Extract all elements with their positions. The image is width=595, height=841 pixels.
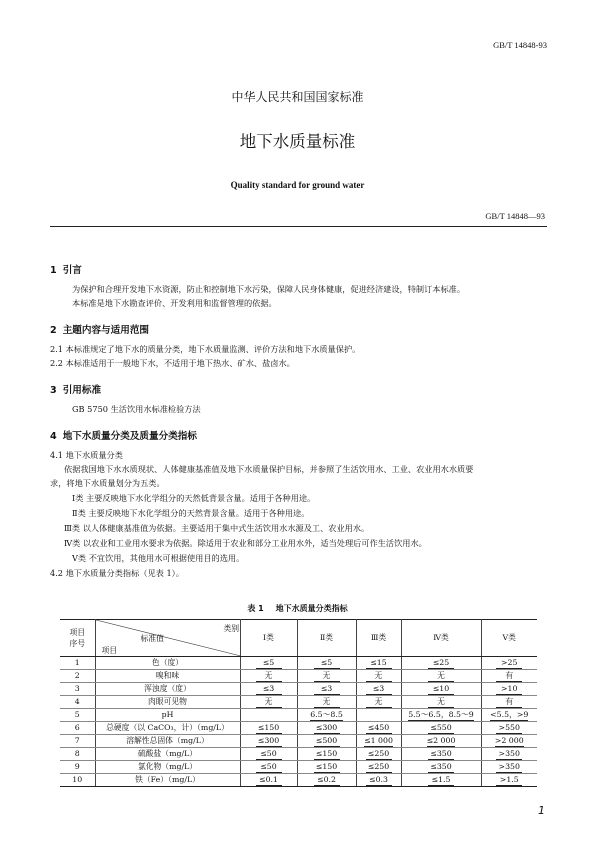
class-description: Ⅰ类 主要反映地下水化学组分的天然低背景含量。适用于各种用途。 [72,493,316,503]
row-value [356,683,401,696]
table-label: 表 1 [247,604,264,613]
header-item: 项目 [101,646,118,655]
diagonal-line [96,620,241,656]
paragraph: 求，将地下水质量划分为五类。 [50,478,165,488]
row-value [356,748,401,761]
class-description: Ⅴ类 不宜饮用，其他用水可根据使用目的选用。 [72,553,245,563]
row-serial: 5 [60,709,95,722]
value-text: 无 [314,671,340,682]
value-text: ≤10 [428,684,454,695]
row-value [401,748,481,761]
table-row [60,735,537,748]
table-row [60,657,537,670]
value-text: ≤50 [256,749,282,760]
section-number: 2 [50,325,57,336]
value-text: 无 [256,697,282,708]
header-class: Ⅳ类 [401,620,481,657]
value-text: >350 [496,762,522,773]
row-serial: 4 [60,696,95,709]
row-value [481,774,537,787]
title-divider [50,226,547,227]
header-class: Ⅴ类 [481,620,537,657]
value-text: >25 [496,658,522,669]
row-value [401,657,481,670]
value-text: >2 000 [494,736,524,745]
row-serial: 7 [60,735,95,748]
section-3-heading [50,382,101,396]
table-row [60,774,537,787]
row-serial: 1 [60,657,95,670]
paragraph: 本标准是地下水勘查评价、开发利用和监督管理的依据。 [72,298,277,308]
row-value [356,670,401,683]
row-value [297,748,356,761]
row-value [297,722,356,735]
value-text: >350 [496,749,522,760]
paragraph: 4.1 地下水质量分类 [50,450,123,460]
value-text: ≤0.1 [256,775,282,786]
value-text: ≤250 [366,762,392,773]
paragraph: 4.2 地下水质量分类指标（见表 1）。 [50,568,184,578]
value-text: ≤500 [314,736,340,747]
row-serial: 10 [60,774,95,787]
row-value [356,735,401,748]
value-text: ≤150 [256,723,282,734]
table-row [60,696,537,709]
row-serial: 2 [60,670,95,683]
value-text: ≤5 [256,658,282,669]
row-value [401,735,481,748]
table-row [60,748,537,761]
value-text: 无 [428,671,454,682]
table-row [60,683,537,696]
row-serial: 9 [60,761,95,774]
row-value [240,761,297,774]
row-value [356,774,401,787]
section-title: 引用标准 [62,385,102,396]
value-text: 有 [496,671,522,682]
table-header-row [60,620,537,657]
row-value [297,761,356,774]
section-number: 1 [50,265,57,276]
row-value [356,722,401,735]
table-title: 地下水质量分类指标 [275,604,348,613]
value-text: 无 [256,671,282,682]
row-item: 硫酸盐（mg/L） [95,748,240,761]
standard-code: GB/T 14848—93 [485,211,545,221]
value-text: ≤150 [314,749,340,760]
row-value [297,657,356,670]
section-1-heading [50,262,82,276]
header-serial: 项目 序号 [60,620,95,657]
value-text: ≤550 [428,723,454,734]
row-value [481,722,537,735]
row-value [240,748,297,761]
row-value [297,709,356,722]
value-text: ≤250 [366,749,392,760]
class-description: Ⅲ类 以人体健康基准值为依据。主要适用于集中式生活饮用水水源及工、农业用水。 [64,523,370,533]
value-text: ≤15 [366,658,392,669]
row-value [481,748,537,761]
document-title: 地下水质量标准 [239,132,356,151]
row-item: 氯化物（mg/L） [95,761,240,774]
section-number: 4 [50,431,57,442]
row-item: 浑浊度（度） [95,683,240,696]
value-text: 无 [314,697,340,708]
paragraph: 2.1 本标准规定了地下水的质量分类，地下水质量监测、评价方法和地下水质量保护。 [50,344,361,354]
row-value [297,696,356,709]
row-value [356,761,401,774]
value-text: ≤3 [314,684,340,695]
value-text: ≤300 [314,723,340,734]
paragraph: 依据我国地下水水质现状、人体健康基准值及地下水质量保护目标，并参照了生活饮用水、工业、农业用水水质要 [64,464,474,474]
row-value [240,722,297,735]
table-row [60,761,537,774]
row-item: 嗅和味 [95,670,240,683]
row-value [481,735,537,748]
header-class: Ⅱ类 [297,620,356,657]
row-value [240,735,297,748]
value-text: ≤25 [428,658,454,669]
row-value [297,735,356,748]
row-value [401,761,481,774]
row-value [481,709,537,722]
header-diagonal-cell [95,620,240,657]
value-text: ≤350 [428,762,454,773]
value-text: 无 [428,697,454,708]
row-item: pH [95,709,240,722]
row-value [240,696,297,709]
row-value [297,670,356,683]
row-value [356,709,401,722]
header-class: Ⅲ类 [356,620,401,657]
value-text: 有 [496,697,522,708]
row-value [401,709,481,722]
national-standard-label: 中华人民共和国国家标准 [231,90,364,104]
value-text: ≤300 [256,736,282,747]
table-body [60,657,537,787]
value-text: ≤1 000 [364,736,393,745]
value-text: >10 [496,684,522,695]
row-value [481,670,537,683]
value-text: ≤3 [366,684,392,695]
row-serial: 8 [60,748,95,761]
value-text: ≤0.3 [366,775,392,786]
row-item: 总硬度（以 CaCO₃，计）（mg/L） [95,722,240,735]
row-value [240,657,297,670]
row-value [401,670,481,683]
paragraph: GB 5750 生活饮用水标准检验方法 [72,404,201,414]
row-item: 肉眼可见物 [95,696,240,709]
value-text: ≤350 [428,749,454,760]
row-serial: 6 [60,722,95,735]
row-item: 铁（Fe）（mg/L） [95,774,240,787]
section-4-heading [50,428,197,442]
standard-code-header: GB/T 14848-93 [493,40,547,50]
section-title: 地下水质量分类及质量分类指标 [62,431,197,442]
value-text: ≤0.2 [314,775,340,786]
row-value [401,722,481,735]
value-text: 6.5～8.5 [310,710,343,719]
row-value [240,670,297,683]
row-value [481,761,537,774]
table-caption [0,603,595,614]
row-value [356,696,401,709]
document-title-english: Quality standard for ground water [230,180,365,190]
value-text: ≤50 [256,762,282,773]
value-text: ≤450 [366,723,392,734]
page-number: 1 [538,804,545,817]
class-description: Ⅳ类 以农业和工业用水要求为依据。除适用于农业和部分工业用水外，适当处理后可作生活饮用水。 [64,538,427,548]
table-row [60,670,537,683]
section-title: 主题内容与适用范围 [62,325,150,336]
value-text: 无 [366,671,392,682]
row-value [401,683,481,696]
value-text: >1.5 [496,775,522,786]
row-value [240,709,297,722]
section-number: 3 [50,385,57,396]
row-value [240,774,297,787]
quality-index-table [60,619,537,787]
paragraph: 为保护和合理开发地下水资源，防止和控制地下水污染，保障人民身体健康，促进经济建设，特制订本标准。 [72,284,466,294]
section-2-heading [50,322,149,336]
paragraph: 2.2 本标准适用于一般地下水，不适用于地下热水、矿水、盐卤水。 [50,358,295,368]
value-text: >550 [496,723,522,734]
row-value [297,774,356,787]
class-description: Ⅱ类 主要反映地下水化学组分的天然背景含量。适用于各种用途。 [72,508,310,518]
section-title: 引言 [62,265,82,276]
table-row [60,722,537,735]
row-item: 色（度） [95,657,240,670]
row-serial: 3 [60,683,95,696]
row-value [481,696,537,709]
value-text: ≤150 [314,762,340,773]
row-item: 溶解性总固体（mg/L） [95,735,240,748]
row-value [297,683,356,696]
table-row [60,709,537,722]
value-text: ≤2 000 [426,736,456,745]
value-text: <5.5，>9 [490,710,529,719]
value-text: ≤5 [314,658,340,669]
header-class: Ⅰ类 [240,620,297,657]
header-category: 类别 [223,624,240,633]
row-value [401,696,481,709]
value-text: ≤1.5 [428,775,454,786]
value-text: 5.5～6.5，8.5～9 [408,710,474,719]
row-value [481,657,537,670]
row-value [481,683,537,696]
value-text: 无 [366,697,392,708]
value-text: ≤3 [256,684,282,695]
row-value [401,774,481,787]
header-standard-value: 标准值 [140,634,164,643]
row-value [356,657,401,670]
row-value [240,683,297,696]
